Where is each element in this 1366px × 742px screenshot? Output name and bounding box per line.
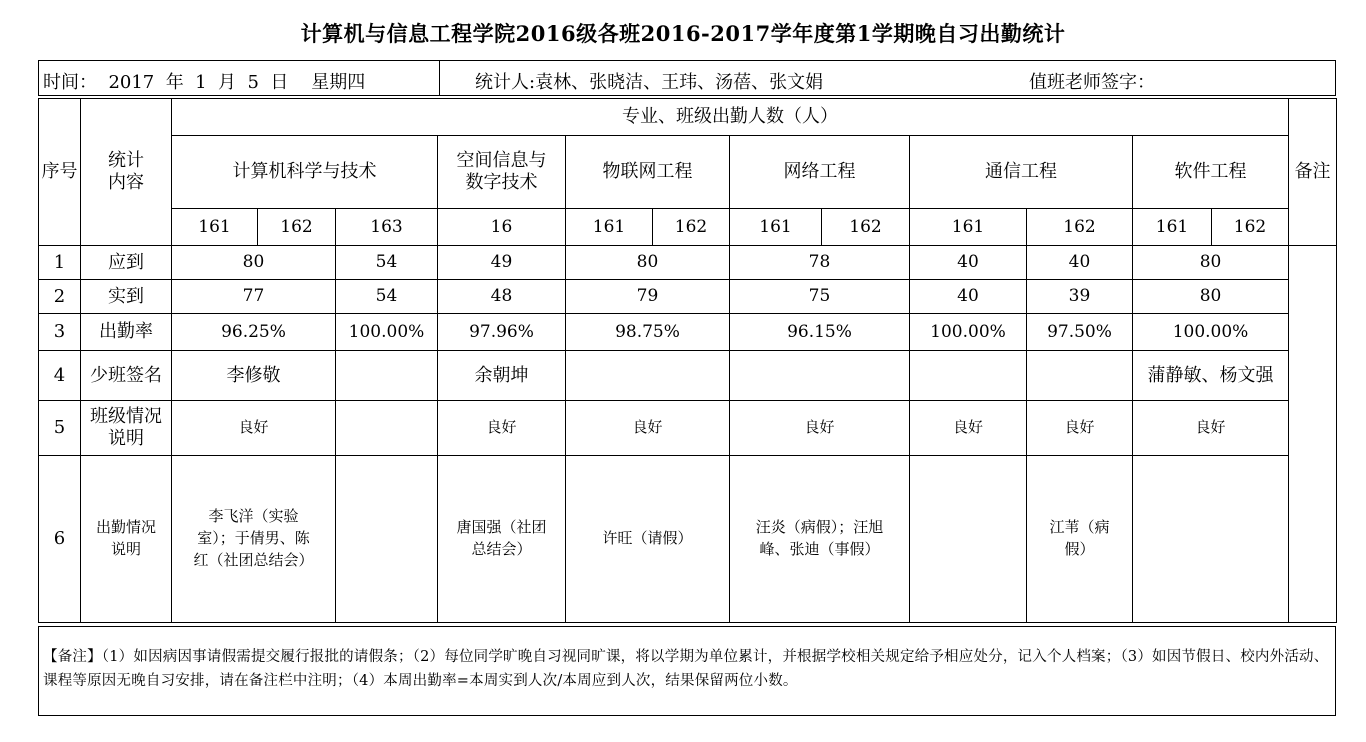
data-cell [336, 456, 438, 623]
data-cell: 54 [336, 246, 438, 280]
data-cell: 49 [438, 246, 566, 280]
data-cell [1027, 351, 1133, 401]
row-item-line1: 班级情况 [90, 406, 162, 428]
note-box: 【备注】（1）如因病因事请假需提交履行报批的请假条；（2）每位同学旷晚自习视同旷课，将以学期为单位累计，并根据学校相关规定给予相应处分，记入个人档案；（3）如因节假日、校内外活动、课程等原因无晚自习安排，请在备注栏中注明；（4）本周出勤率=本周实到人次/本周应到人次，结果保留两位小数。 [38, 626, 1336, 716]
page-title: 计算机与信息工程学院2016级各班2016-2017学年度第1学期晚自习出勤统计 [300, 21, 1066, 46]
data-cell: 80 [1133, 246, 1289, 280]
data-cell: 40 [910, 246, 1027, 280]
data-cell: 100.00% [336, 314, 438, 351]
table-row [39, 280, 1337, 314]
row-seq: 1 [39, 246, 81, 280]
class-header: 16 [438, 209, 566, 246]
statisticians-field: 统计人:袁林、张晓洁、王玮、汤蓓、张文娟 [475, 72, 824, 93]
date-field: 时间： 2017 年 1 月 5 日 星期四 [43, 72, 366, 93]
data-cell: 良好 [910, 401, 1027, 456]
data-cell: 40 [1027, 246, 1133, 280]
row-item [81, 401, 172, 456]
col-item-header [81, 99, 172, 246]
data-cell [566, 351, 730, 401]
table-row [39, 314, 1337, 351]
major-header: 软件工程 [1133, 136, 1289, 209]
class-header: 163 [336, 209, 438, 246]
data-cell [438, 456, 566, 623]
data-cell: 100.00% [1133, 314, 1289, 351]
data-cell [336, 401, 438, 456]
data-cell: 80 [566, 246, 730, 280]
col-group-header: 专业、班级出勤人数（人） [172, 99, 1289, 136]
data-cell [910, 351, 1027, 401]
data-cell [1133, 456, 1289, 623]
data-cell: 余朝坤 [438, 351, 566, 401]
row-item: 出勤率 [81, 314, 172, 351]
cell-line: 峰、张迪（事假） [759, 540, 880, 558]
data-cell: 77 [172, 280, 336, 314]
table-row [39, 246, 1337, 280]
class-header: 161 [172, 209, 258, 246]
major-header: 计算机科学与技术 [172, 136, 438, 209]
major-header-line2: 数字技术 [465, 172, 538, 193]
data-cell: 39 [1027, 280, 1133, 314]
class-header: 161 [730, 209, 822, 246]
row-item-line2: 说明 [110, 540, 141, 558]
col-item-line2: 内容 [108, 172, 144, 193]
data-cell: 96.15% [730, 314, 910, 351]
row-item: 应到 [81, 246, 172, 280]
data-cell: 80 [1133, 280, 1289, 314]
table-row [39, 351, 1337, 401]
major-header: 物联网工程 [566, 136, 730, 209]
row-seq: 2 [39, 280, 81, 314]
data-cell: 54 [336, 280, 438, 314]
class-header: 161 [910, 209, 1027, 246]
data-cell [730, 351, 910, 401]
teacher-sign-field: 值班老师签字： [1029, 72, 1155, 93]
data-cell [336, 351, 438, 401]
row-item-line2: 说明 [108, 428, 144, 449]
data-cell: 李修敬 [172, 351, 336, 401]
cell-line: 总结会） [471, 540, 532, 558]
data-cell: 良好 [730, 401, 910, 456]
cell-line: 假） [1064, 540, 1095, 558]
data-cell: 48 [438, 280, 566, 314]
class-header: 161 [566, 209, 653, 246]
major-header: 网络工程 [730, 136, 910, 209]
row-seq: 5 [39, 401, 81, 456]
class-header: 162 [1027, 209, 1133, 246]
class-header: 162 [1212, 209, 1289, 246]
major-header-line1: 空间信息与 [456, 150, 547, 172]
class-header: 161 [1133, 209, 1212, 246]
table-row [39, 456, 1337, 623]
data-cell [730, 456, 910, 623]
data-cell: 80 [172, 246, 336, 280]
data-cell [172, 456, 336, 623]
data-cell: 40 [910, 280, 1027, 314]
data-cell: 78 [730, 246, 910, 280]
data-cell: 良好 [1133, 401, 1289, 456]
row-item-line1: 出勤情况 [95, 518, 156, 537]
data-cell [910, 456, 1027, 623]
data-cell: 97.96% [438, 314, 566, 351]
data-cell: 97.50% [1027, 314, 1133, 351]
data-cell: 良好 [1027, 401, 1133, 456]
major-header [438, 136, 566, 209]
row-seq: 6 [39, 456, 81, 623]
data-cell: 98.75% [566, 314, 730, 351]
major-header: 通信工程 [910, 136, 1133, 209]
header-row [38, 60, 1336, 96]
col-item-line1: 统计 [108, 150, 144, 172]
data-cell: 蒲静敏、杨文强 [1133, 351, 1289, 401]
col-remark-header: 备注 [1289, 99, 1337, 246]
data-cell [1027, 456, 1133, 623]
data-cell: 良好 [438, 401, 566, 456]
data-cell: 75 [730, 280, 910, 314]
cell-line: 唐国强（社团 [456, 518, 547, 537]
data-cell: 良好 [566, 401, 730, 456]
data-cell: 许旺（请假） [566, 456, 730, 623]
header-divider [439, 61, 440, 95]
class-header: 162 [822, 209, 910, 246]
attendance-sheet [38, 60, 1336, 716]
row-seq: 4 [39, 351, 81, 401]
cell-line: 室）；于倩男、陈 [197, 529, 310, 548]
attendance-table [38, 98, 1337, 623]
cell-line: 汪炎（病假）；汪旭 [755, 518, 884, 537]
row-seq: 3 [39, 314, 81, 351]
data-cell: 100.00% [910, 314, 1027, 351]
cell-line: 红（社团总结会） [193, 550, 314, 569]
row-item: 实到 [81, 280, 172, 314]
data-cell: 96.25% [172, 314, 336, 351]
class-header: 162 [258, 209, 336, 246]
class-header: 162 [653, 209, 730, 246]
remark-cell [1289, 246, 1337, 623]
data-cell: 79 [566, 280, 730, 314]
row-item [81, 456, 172, 623]
row-item: 少班签名 [81, 351, 172, 401]
data-cell: 良好 [172, 401, 336, 456]
cell-line: 江苇（病 [1049, 518, 1110, 537]
table-row [39, 401, 1337, 456]
cell-line: 李飞洋（实验 [208, 507, 299, 526]
col-seq-header: 序号 [39, 99, 81, 246]
